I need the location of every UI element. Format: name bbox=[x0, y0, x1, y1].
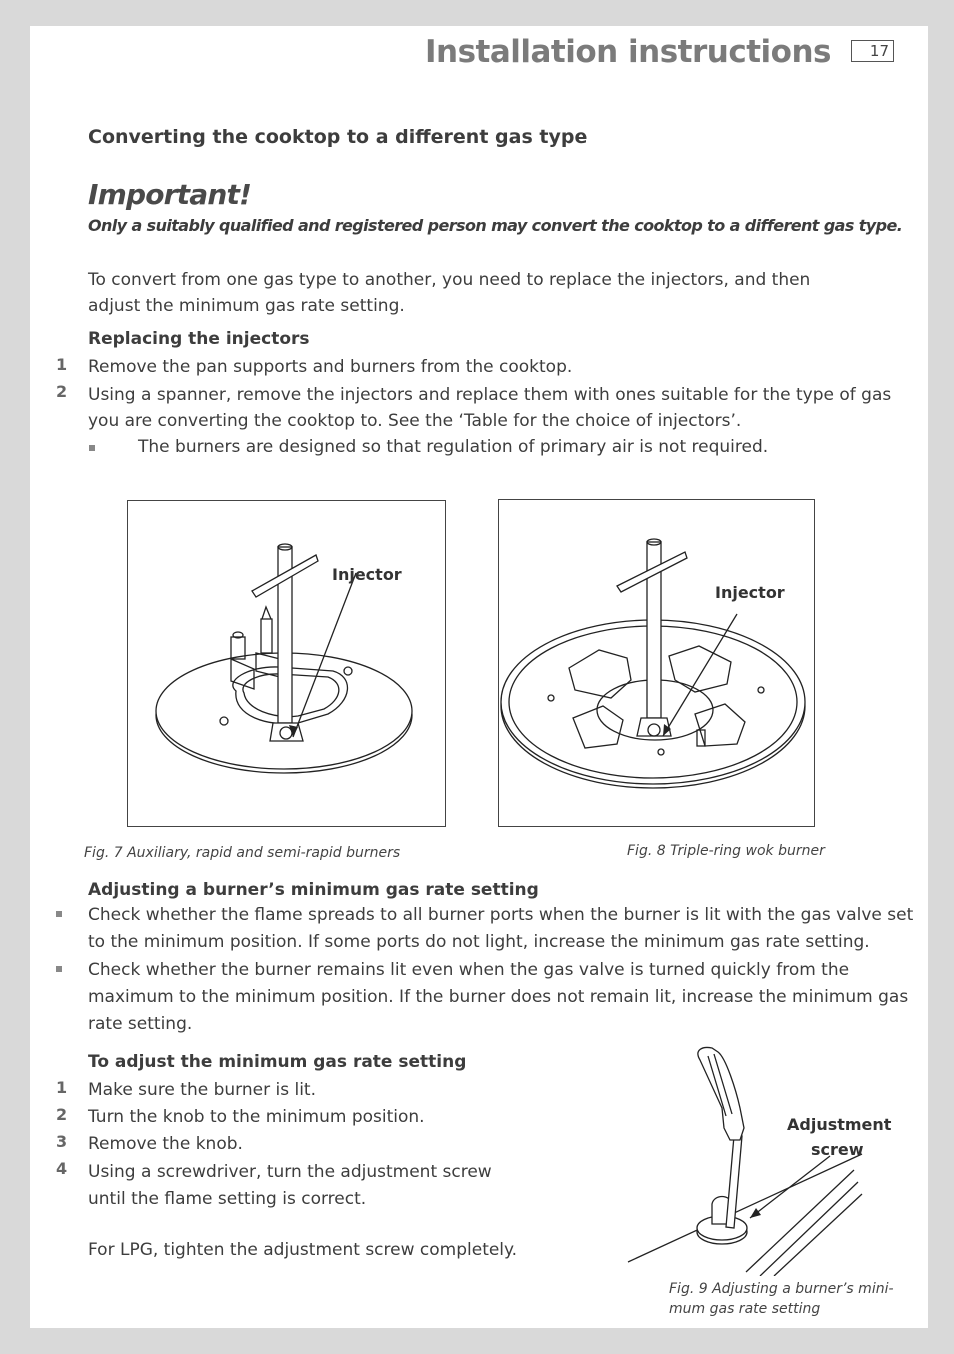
bullet-1-line-2: to the minimum position. If some ports do not light, increase the minimum gas rate setting. bbox=[88, 932, 870, 952]
step-number: 1 bbox=[56, 1078, 68, 1097]
screwdriver-illustration bbox=[622, 1044, 884, 1276]
fig9-label-line-2: screw bbox=[811, 1140, 864, 1159]
lpg-note: For LPG, tighten the adjustment screw completely. bbox=[88, 1240, 518, 1260]
replacing-heading: Replacing the injectors bbox=[88, 329, 310, 349]
fig8-frame bbox=[498, 499, 815, 827]
fig9-caption-line-2: mum gas rate setting bbox=[669, 1301, 821, 1317]
step-number: 3 bbox=[56, 1132, 68, 1151]
step-number: 4 bbox=[56, 1159, 68, 1178]
manual-page bbox=[30, 26, 928, 1328]
step-number: 1 bbox=[56, 355, 68, 374]
step-4-line-2: until the flame setting is correct. bbox=[88, 1189, 367, 1209]
replacing-step-1: Remove the pan supports and burners from the cooktop. bbox=[88, 357, 573, 377]
fig7-injector-label: Injector bbox=[332, 565, 402, 584]
bullet-2-line-1: Check whether the burner remains lit even when the gas valve is turned quickly from the bbox=[88, 960, 850, 980]
fig9-caption-line-1: Fig. 9 Adjusting a burner’s mini- bbox=[669, 1281, 894, 1297]
intro-line-2: adjust the minimum gas rate setting. bbox=[88, 296, 405, 316]
fig7-frame bbox=[127, 500, 446, 827]
fig8-injector-label: Injector bbox=[715, 583, 785, 602]
fig8-caption: Fig. 8 Triple-ring wok burner bbox=[627, 843, 825, 859]
bullet-1-line-1: Check whether the flame spreads to all burner ports when the burner is lit with the gas valve set bbox=[88, 905, 914, 925]
step-number: 2 bbox=[56, 1105, 68, 1124]
adjusting-bullet-2 bbox=[88, 957, 908, 1037]
burner-illustration bbox=[128, 501, 445, 826]
bullet-square-icon bbox=[56, 966, 62, 972]
step-2-line-2: you are converting the cooktop to. See the ‘Table for the choice of injectors’. bbox=[88, 411, 742, 431]
important-text: Only a suitably qualified and registered person may convert the cooktop to a different gas type. bbox=[88, 216, 903, 235]
bullet-2-line-3: rate setting. bbox=[88, 1014, 193, 1034]
section-title: Converting the cooktop to a different gas type bbox=[88, 126, 588, 148]
replacing-bullet: The burners are designed so that regulation of primary air is not required. bbox=[138, 437, 769, 457]
bullet-square-icon bbox=[56, 911, 62, 917]
bullet-2-line-2: maximum to the minimum position. If the burner does not remain lit, increase the minimum gas bbox=[88, 987, 909, 1007]
adjust-step-2: Turn the knob to the minimum position. bbox=[88, 1107, 425, 1127]
step-4-line-1: Using a screwdriver, turn the adjustment screw bbox=[88, 1162, 492, 1182]
adjusting-bullet-1 bbox=[88, 902, 913, 955]
step-number: 2 bbox=[56, 382, 68, 401]
fig7-caption: Fig. 7 Auxiliary, rapid and semi-rapid burners bbox=[84, 845, 401, 861]
fig9-caption bbox=[669, 1279, 894, 1319]
intro-paragraph bbox=[88, 267, 810, 319]
adjust-step-3: Remove the knob. bbox=[88, 1134, 243, 1154]
page-title: Installation instructions bbox=[424, 34, 831, 70]
adjust-step-4 bbox=[88, 1159, 492, 1212]
page-number: 17 bbox=[851, 40, 894, 62]
bullet-square-icon bbox=[89, 445, 95, 451]
wok-burner-illustration bbox=[499, 500, 814, 826]
adjust-step-1: Make sure the burner is lit. bbox=[88, 1080, 316, 1100]
intro-line-1: To convert from one gas type to another, you need to replace the injectors, and then bbox=[88, 270, 811, 290]
step-2-line-1: Using a spanner, remove the injectors and replace them with ones suitable for the type of gas bbox=[88, 385, 892, 405]
important-heading: Important! bbox=[88, 178, 252, 211]
replacing-step-2 bbox=[88, 382, 891, 434]
to-adjust-heading: To adjust the minimum gas rate setting bbox=[88, 1052, 467, 1072]
fig9-label-line-1: Adjustment bbox=[787, 1115, 892, 1134]
adjusting-heading: Adjusting a burner’s minimum gas rate setting bbox=[88, 880, 539, 900]
